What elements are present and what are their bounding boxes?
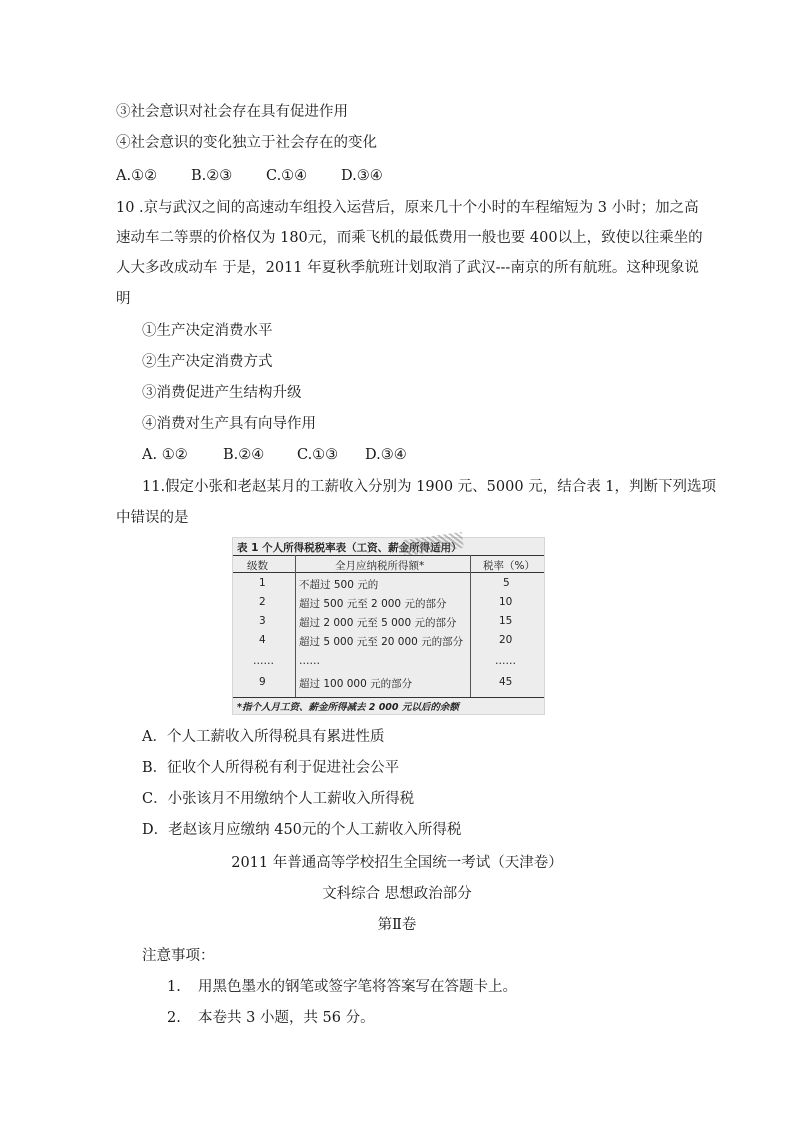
q11-line-2: 中错误的是 [116,510,189,526]
table-row-ellipsis-income: …… [299,655,320,667]
q10-option-a: A. ①② [142,447,188,463]
table-row-3-rate: 15 [499,615,513,627]
q10-line-1: 10 .京与武汉之间的高速动车组投入运营后，原来几十个小时的车程缩短为 3 小时；加之高 [116,200,699,216]
volume-label: 第Ⅱ卷 [377,917,417,933]
table-row-1-rate: 5 [503,577,510,589]
notice-heading: 注意事项： [142,948,215,964]
table-row-4-rate: 20 [499,634,513,646]
q9-option-a: A.①② [116,168,158,184]
table-row-2-income: 超过 500 元至 2 000 元的部分 [299,598,447,610]
table-header-rate: 税率（%） [483,560,535,572]
table-col-divider-1 [295,555,296,697]
notice-1-number: 1. [167,979,181,995]
table-row-9-level: 9 [259,676,266,688]
table-header-level: 级数 [247,560,268,572]
notice-2-text: 本卷共 3 小题，共 56 分。 [198,1010,375,1026]
table-row-4-income: 超过 5 000 元至 20 000 元的部分 [299,636,464,648]
notice-2-number: 2. [167,1010,181,1026]
table-row-ellipsis-level: …… [253,655,274,667]
q11-option-d: D．老赵该月应缴纳 450元的个人工薪收入所得税 [142,822,462,838]
statement-3: ③社会意识对社会存在具有促进作用 [116,104,348,120]
statement-4: ④社会意识的变化独立于社会存在的变化 [116,135,377,151]
q10-line-4: 明 [116,291,131,307]
q11-line-1: 11.假定小张和老赵某月的工薪收入分别为 1900 元、5000 元，结合表 1，判断下列选项 [142,479,717,495]
table-row-2-rate: 10 [499,596,513,608]
table-row-4-level: 4 [259,634,266,646]
tax-rate-table-image [232,537,545,715]
table-row-1-level: 1 [259,577,266,589]
q11-option-a: A．个人工薪收入所得税具有累进性质 [142,729,385,745]
q10-item-3: ③消费促进产生结构升级 [142,385,302,401]
q9-option-c: C.①④ [266,168,308,184]
q10-option-d: D.③④ [365,447,407,463]
q9-option-b: B.②③ [191,168,233,184]
table-footnote: *指个人月工资、薪金所得减去 2 000 元以后的余额 [237,702,459,713]
table-col-divider-2 [470,555,471,697]
q10-option-b: B.②④ [223,447,265,463]
table-row-9-rate: 45 [499,676,513,688]
table-row-9-income: 超过 100 000 元的部分 [299,678,413,690]
table-row-ellipsis-rate: …… [495,655,516,667]
table-rule-bottom [233,697,544,698]
q11-option-b: B．征收个人所得税有利于促进社会公平 [142,760,400,776]
table-row-1-income: 不超过 500 元的 [299,579,379,591]
q10-item-1: ①生产决定消费水平 [142,323,273,339]
q10-line-2: 速动车二等票的价格仅为 180元，而乘飞机的最低费用一般也要 400以上，致使以往乘坐的 [116,230,703,246]
table-caption: 表 1 个人所得税税率表（工资、薪金所得适用） [237,542,462,554]
notice-1-text: 用黑色墨水的钢笔或签字笔将答案写在答题卡上。 [198,979,517,995]
table-row-3-level: 3 [259,615,266,627]
table-rule-top [233,555,544,556]
table-header-income: 全月应纳税所得额* [335,560,425,572]
exam-subtitle: 文科综合 思想政治部分 [322,886,472,902]
q10-option-c: C.①③ [297,447,339,463]
q9-options [116,166,383,186]
q9-option-d: D.③④ [341,168,383,184]
q10-options [142,445,407,465]
q11-option-c: C．小张该月不用缴纳个人工薪收入所得税 [142,791,415,807]
exam-title: 2011 年普通高等学校招生全国统一考试（天津卷） [231,855,563,871]
table-row-3-income: 超过 2 000 元至 5 000 元的部分 [299,617,457,629]
table-row-2-level: 2 [259,596,266,608]
q10-line-3: 人大多改成动车 于是，2011 年夏秋季航班计划取消了武汉---南京的所有航班。这种现象说 [116,260,699,276]
q10-item-2: ②生产决定消费方式 [142,354,273,370]
q10-item-4: ④消费对生产具有向导作用 [142,416,316,432]
